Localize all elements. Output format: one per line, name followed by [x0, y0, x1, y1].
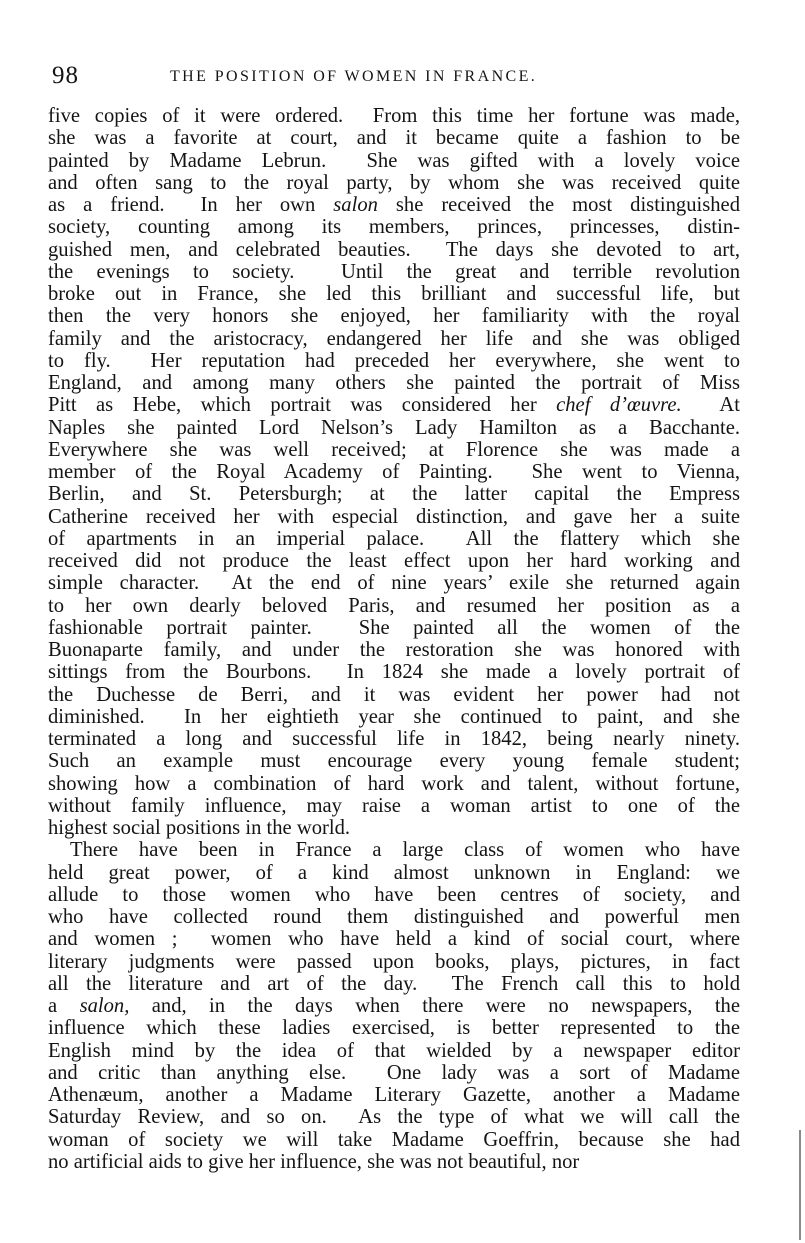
text-segment: woman of society we will take Madame Goeffrin, because she had — [48, 1128, 740, 1151]
text-segment: all the literature and art of the day. The French call this to hold — [48, 972, 740, 995]
text-segment: terminated a long and successful life in 1842, being nearly ninety. — [48, 728, 740, 750]
text-segment: and often sang to the royal party, by whom she was received quite — [48, 171, 740, 194]
text-segment: diminished. In her eightieth year she continued to paint, and she — [48, 705, 740, 728]
text-line — [48, 328, 740, 350]
text-segment: Catherine received her with especial distinction, and gave her a suite — [48, 505, 740, 528]
text-segment: she was a favorite at court, and it became quite a fashion to be — [48, 127, 740, 150]
page-header — [52, 62, 742, 96]
text-line — [48, 750, 740, 772]
text-segment: Buonaparte family, and under the restoration she was honored with — [48, 639, 740, 661]
running-title: THE POSITION OF WOMEN IN FRANCE. — [170, 68, 538, 85]
text-line — [48, 661, 740, 683]
text-segment: then the very honors she enjoyed, her familiarity with the royal — [48, 305, 740, 328]
text-segment: of apartments in an imperial palace. All the flattery which she — [48, 527, 740, 550]
text-line — [48, 1040, 740, 1062]
text-segment: and, in the days when there were no newspapers, the — [129, 995, 740, 1017]
text-line — [48, 528, 740, 550]
text-segment: simple character. At the end of nine years’ exile she returned again — [48, 572, 740, 595]
text-segment: and women ; women who have held a kind of social court, where — [48, 928, 740, 951]
text-segment: family and the aristocracy, endangered her life and she was obliged — [48, 327, 740, 350]
text-segment: sittings from the Bourbons. In 1824 she made a lovely portrait of — [48, 661, 740, 684]
text-line — [48, 773, 740, 795]
text-line — [48, 305, 740, 327]
text-line — [48, 461, 740, 483]
italic-text: salon, — [79, 995, 130, 1017]
text-line — [48, 817, 740, 839]
text-line — [48, 372, 740, 394]
text-line — [48, 1017, 740, 1039]
text-line — [48, 150, 740, 172]
text-line — [48, 439, 740, 461]
text-line — [48, 1062, 740, 1084]
text-segment: broke out in France, she led this brilliant and successful life, but — [48, 283, 740, 305]
text-line — [48, 706, 740, 728]
text-segment: who have collected round them distinguished and powerful men — [48, 906, 740, 928]
text-line — [48, 639, 740, 661]
text-segment: literary judgments were passed upon books, plays, pictures, in fact — [48, 950, 740, 973]
text-segment: to fly. Her reputation had preceded her everywhere, she went to — [48, 349, 740, 372]
text-segment: the evenings to society. Until the great and terrible revolution — [48, 260, 740, 283]
italic-text: salon — [333, 194, 378, 216]
text-line — [48, 906, 740, 928]
text-line — [48, 417, 740, 439]
text-segment: Berlin, and St. Petersburgh; at the latter capital the Empress — [48, 483, 740, 506]
text-line — [48, 261, 740, 283]
text-segment: influence which these ladies exercised, is better represented to the — [48, 1017, 740, 1040]
text-segment: to her own dearly beloved Paris, and resumed her position as a — [48, 594, 740, 617]
text-line — [48, 995, 740, 1017]
text-line — [48, 1151, 740, 1173]
text-line — [48, 506, 740, 528]
text-line — [48, 928, 740, 950]
text-line — [48, 239, 740, 261]
page-edge-mark — [799, 1130, 801, 1240]
italic-text: chef d’œuvre. — [556, 394, 682, 417]
text-segment: guished men, and celebrated beauties. The days she devoted to art, — [48, 238, 740, 261]
text-line — [48, 795, 740, 817]
text-segment: society, counting among its members, princes, princesses, distin- — [48, 216, 740, 239]
text-segment: showing how a combination of hard work and talent, without fortune, — [48, 772, 740, 795]
text-line — [48, 839, 740, 861]
text-segment: and critic than anything else. One lady was a sort of Madame — [48, 1061, 740, 1084]
text-segment: the Duchesse de Berri, and it was evident her power had not — [48, 683, 740, 706]
text-line — [48, 684, 740, 706]
text-line — [48, 550, 740, 572]
text-segment: allude to those women who have been centres of society, and — [48, 883, 740, 906]
text-segment: Athenæum, another a Madame Literary Gazette, another a Madame — [48, 1084, 740, 1106]
text-segment: held great power, of a kind almost unknown in England: we — [48, 861, 740, 884]
text-segment: member of the Royal Academy of Painting. She went to Vienna, — [48, 461, 740, 483]
text-line — [48, 483, 740, 505]
text-line — [48, 394, 740, 416]
text-line — [48, 595, 740, 617]
text-segment: fashionable portrait painter. She painted all the women of the — [48, 616, 740, 639]
text-segment: five copies of it were ordered. From this time her fortune was made, — [48, 105, 740, 127]
text-segment: Saturday Review, and so on. As the type of what we will call the — [48, 1106, 740, 1129]
text-line — [48, 1084, 740, 1106]
text-segment: without family influence, may raise a woman artist to one of the — [48, 794, 740, 817]
text-segment: English mind by the idea of that wielded by a newspaper editor — [48, 1039, 740, 1062]
text-segment: Pitt as Hebe, which portrait was considered her — [48, 394, 557, 417]
text-line — [48, 884, 740, 906]
text-segment: Such an example must encourage every young female student; — [48, 750, 740, 773]
text-segment: Naples she painted Lord Nelson’s Lady Hamilton as a Bacchante. — [48, 416, 740, 439]
text-segment: as a friend. In her own — [48, 194, 334, 216]
text-line — [48, 350, 740, 372]
text-segment: received did not produce the least effect upon her hard working and — [48, 550, 740, 572]
text-line — [48, 1106, 740, 1128]
text-segment: highest social positions in the world. — [48, 817, 351, 839]
body-text — [48, 105, 740, 1173]
text-line — [48, 572, 740, 594]
text-line — [48, 1129, 740, 1151]
text-segment: At — [681, 394, 740, 417]
text-segment: painted by Madame Lebrun. She was gifted with a lovely voice — [48, 149, 740, 172]
text-line — [48, 194, 740, 216]
text-line — [48, 951, 740, 973]
text-segment: Everywhere she was well received; at Florence she was made a — [48, 438, 740, 461]
text-line — [48, 728, 740, 750]
text-segment: a — [48, 995, 80, 1017]
text-segment: she received the most distinguished — [377, 194, 740, 216]
text-line — [48, 862, 740, 884]
text-segment: no artificial aids to give her influence, she was not beautiful, nor — [48, 1150, 580, 1173]
page-number: 98 — [52, 62, 79, 89]
text-segment: There have been in France a large class of women who have — [70, 839, 740, 862]
text-line — [48, 216, 740, 238]
text-line — [48, 172, 740, 194]
text-line — [48, 127, 740, 149]
text-line — [48, 973, 740, 995]
text-line — [48, 617, 740, 639]
text-line — [48, 105, 740, 127]
text-segment: England, and among many others she painted the portrait of Miss — [48, 372, 740, 394]
text-line — [48, 283, 740, 305]
